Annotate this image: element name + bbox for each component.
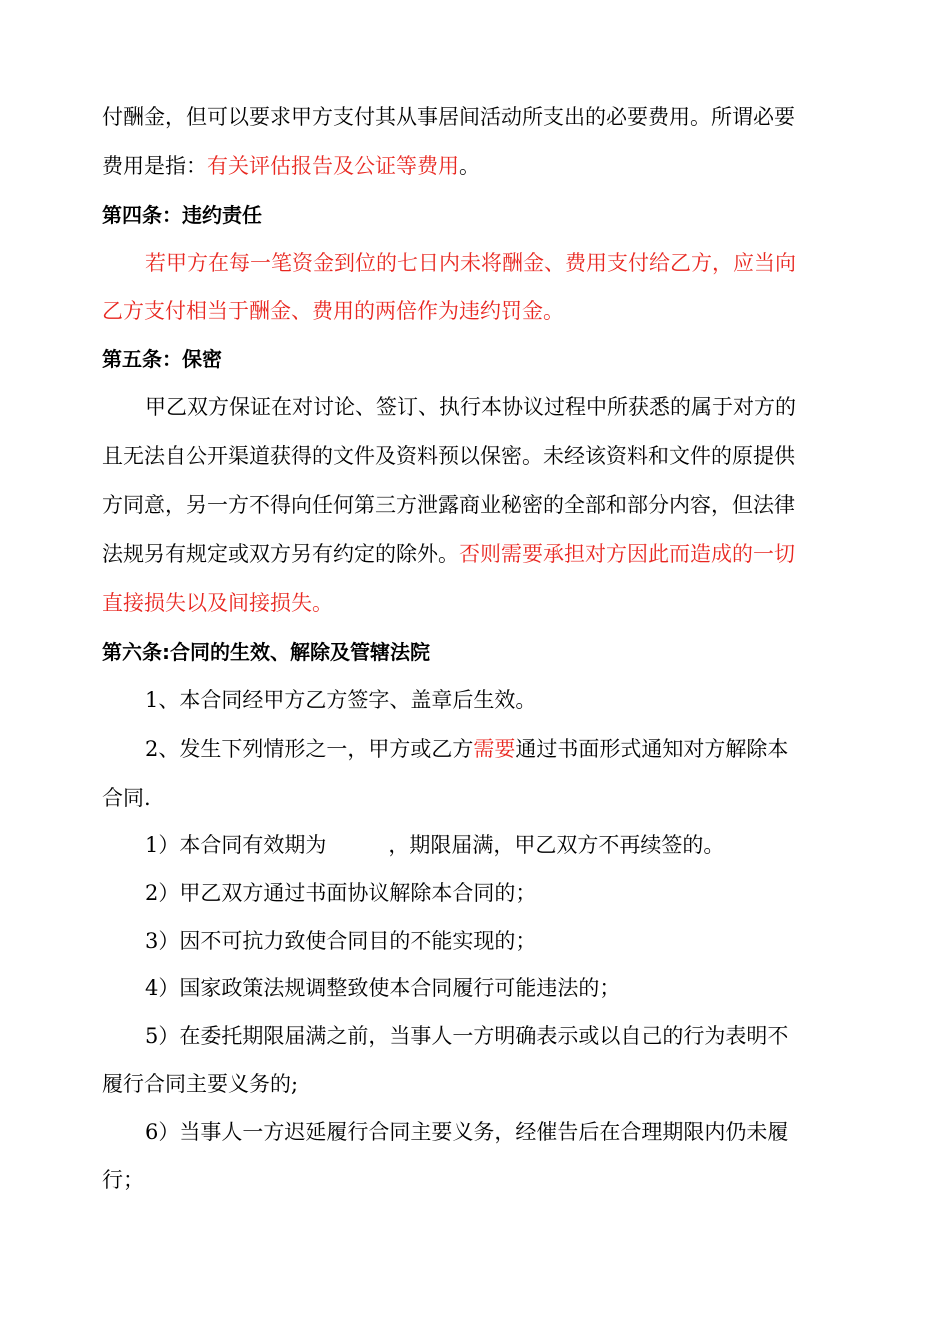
highlighted-paragraph-line: 若甲方在每一笔资金到位的七日内未将酬金、费用支付给乙方，应当向	[145, 251, 796, 275]
list-item: 2）甲乙双方通过书面协议解除本合同的；	[145, 881, 537, 905]
paragraph-line: 费用是指：有关评估报告及公证等费用。	[102, 154, 480, 178]
paragraph-line: 合同.	[102, 786, 151, 810]
list-item: 3）因不可抗力致使合同目的不能实现的；	[145, 929, 537, 953]
list-item: 4）国家政策法规调整致使本合同履行可能违法的；	[145, 976, 621, 1000]
clause-item: 1、本合同经甲方乙方签字、盖章后生效。	[145, 688, 537, 712]
section-heading-article-4: 第四条：违约责任	[102, 203, 262, 227]
highlighted-text: 否则需要承担对方因此而造成的一切	[459, 542, 795, 566]
paragraph-line: 法规另有规定或双方另有约定的除外。否则需要承担对方因此而造成的一切	[102, 542, 795, 566]
list-item: 6）当事人一方迟延履行合同主要义务，经催告后在合理期限内仍未履	[145, 1120, 789, 1144]
paragraph-line: 行；	[102, 1168, 144, 1192]
paragraph-line: 且无法自公开渠道获得的文件及资料预以保密。未经该资料和文件的原提供	[102, 444, 795, 468]
paragraph-line: 付酬金，但可以要求甲方支付其从事居间活动所支出的必要费用。所谓必要	[102, 105, 795, 129]
paragraph-line: 甲乙双方保证在对讨论、签订、执行本协议过程中所获悉的属于对方的	[145, 395, 796, 419]
section-heading-article-5: 第五条：保密	[102, 347, 222, 371]
highlighted-text: 需要	[473, 737, 516, 761]
list-item: 1）本合同有效期为 ，期限届满，甲乙双方不再续签的。	[145, 833, 725, 857]
highlighted-paragraph-line: 乙方支付相当于酬金、费用的两倍作为违约罚金。	[102, 299, 564, 323]
highlighted-text: 有关评估报告及公证等费用	[207, 154, 459, 178]
highlighted-paragraph-line: 直接损失以及间接损失。	[102, 591, 333, 615]
list-item: 5）在委托期限届满之前，当事人一方明确表示或以自己的行为表明不	[145, 1024, 789, 1048]
paragraph-line: 履行合同主要义务的;	[102, 1072, 299, 1096]
section-heading-article-6: 第六条:合同的生效、解除及管辖法院	[102, 640, 430, 664]
clause-item: 2、发生下列情形之一，甲方或乙方需要通过书面形式通知对方解除本	[145, 737, 789, 761]
paragraph-line: 方同意，另一方不得向任何第三方泄露商业秘密的全部和部分内容，但法律	[102, 493, 795, 517]
